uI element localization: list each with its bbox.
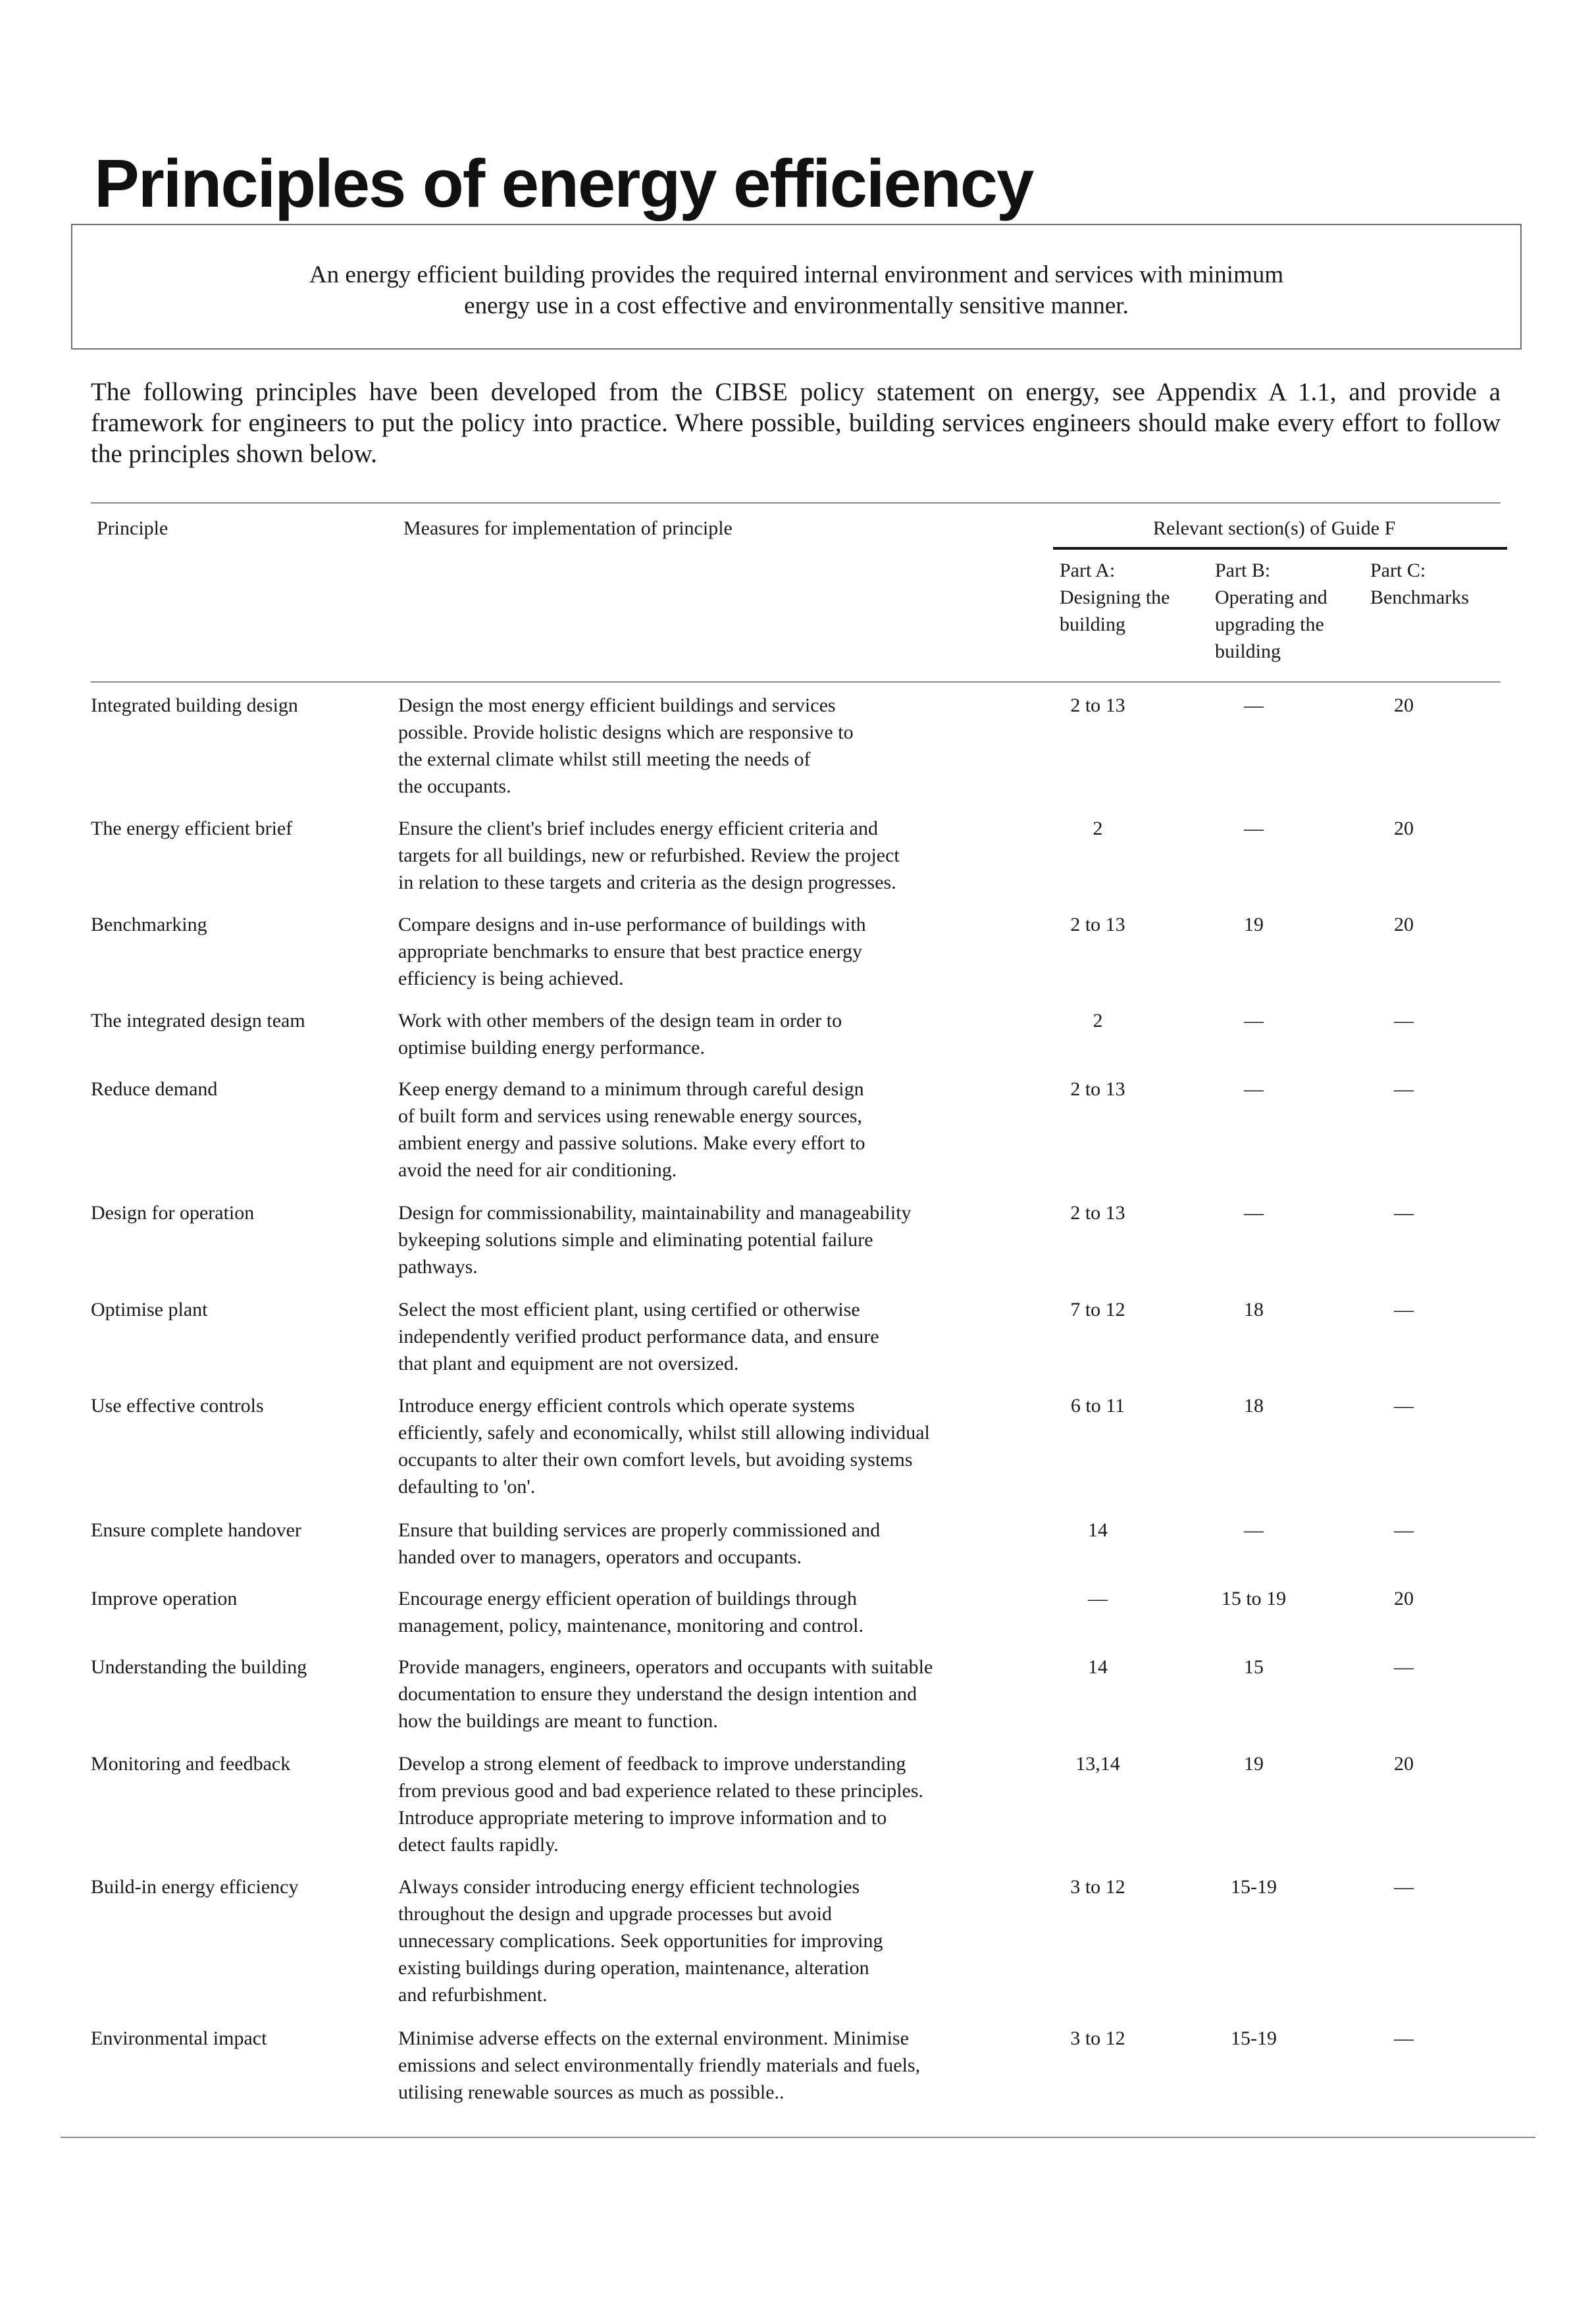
measure-cell xyxy=(398,911,1043,992)
part-b-cell: — xyxy=(1244,1010,1264,1031)
measure-line: avoid the need for air conditioning. xyxy=(398,1159,677,1181)
part-a-cell: 7 to 12 xyxy=(1070,1299,1125,1320)
measure-line: ambient energy and passive solutions. Make every effort to xyxy=(398,1132,865,1154)
principle-cell: Environmental impact xyxy=(91,2027,267,2049)
principle-cell: Understanding the building xyxy=(91,1656,307,1678)
definition-box xyxy=(71,224,1522,350)
measure-cell xyxy=(398,1007,1043,1061)
measure-line: utilising renewable sources as much as possible.. xyxy=(398,2081,785,2103)
header-part-a xyxy=(1060,557,1170,638)
part-b-cell: 15-19 xyxy=(1231,2027,1277,2049)
part-c-cell: 20 xyxy=(1394,1588,1414,1609)
measure-line: occupants to alter their own comfort levels, but avoiding systems xyxy=(398,1449,913,1471)
principle-cell: Ensure complete handover xyxy=(91,1519,301,1541)
part-b-cell: — xyxy=(1244,1202,1264,1224)
header-part-a-line: Designing the xyxy=(1060,587,1170,608)
measure-line: optimise building energy performance. xyxy=(398,1037,705,1058)
principle-cell: The integrated design team xyxy=(91,1010,305,1031)
measure-line: bykeeping solutions simple and eliminating potential failure xyxy=(398,1229,873,1251)
measure-cell xyxy=(398,1296,1043,1377)
principle-cell: Monitoring and feedback xyxy=(91,1753,291,1775)
principle-cell: Design for operation xyxy=(91,1202,255,1224)
measure-line: pathways. xyxy=(398,1256,478,1278)
part-c-cell: — xyxy=(1394,1010,1414,1031)
measure-line: targets for all buildings, new or refurbished. Review the project xyxy=(398,845,900,866)
part-b-cell: 15 to 19 xyxy=(1221,1588,1287,1609)
part-c-cell: 20 xyxy=(1394,694,1414,716)
header-relevant-sections: Relevant section(s) of Guide F xyxy=(1153,517,1396,539)
part-b-cell: 18 xyxy=(1244,1299,1264,1320)
principle-cell: Integrated building design xyxy=(91,694,298,716)
header-part-b-line: upgrading the xyxy=(1215,613,1324,635)
measure-line: Introduce energy efficient controls which operate systems xyxy=(398,1395,855,1417)
part-c-cell: — xyxy=(1394,1656,1414,1678)
definition-line: An energy efficient building provides the required internal environment and services with minimum xyxy=(309,261,1284,288)
part-c-cell: — xyxy=(1394,1876,1414,1898)
measure-line: possible. Provide holistic designs which are responsive to xyxy=(398,721,854,743)
definition-line: energy use in a cost effective and environmentally sensitive manner. xyxy=(464,292,1129,319)
measure-line: throughout the design and upgrade processes but avoid xyxy=(398,1903,833,1925)
header-part-c-line: Benchmarks xyxy=(1370,587,1469,608)
part-a-cell: 3 to 12 xyxy=(1070,2027,1125,2049)
part-b-cell: — xyxy=(1244,694,1264,716)
part-c-cell: — xyxy=(1394,2027,1414,2049)
measure-cell xyxy=(398,1585,1043,1639)
measure-cell xyxy=(398,1199,1043,1280)
measure-cell xyxy=(398,815,1043,896)
measure-cell xyxy=(398,1392,1043,1500)
measure-cell xyxy=(398,1873,1043,2008)
measure-line: unnecessary complications. Seek opportunities for improving xyxy=(398,1930,883,1952)
definition-text xyxy=(72,259,1520,321)
header-part-c-line: Part C: xyxy=(1370,560,1426,581)
intro-paragraph: The following principles have been developed from the CIBSE policy statement on energy, see Appendix A 1.1, and provide a framework for engineers to put the policy into practice. Where possible, building services engineers should make every effort to follow the principles shown below. xyxy=(91,378,1501,468)
measure-line: Develop a strong element of feedback to improve understanding xyxy=(398,1753,906,1775)
measure-cell xyxy=(398,1750,1043,1858)
measure-line: the occupants. xyxy=(398,775,511,797)
header-part-b-line: Part B: xyxy=(1215,560,1271,581)
principle-cell: Optimise plant xyxy=(91,1299,208,1320)
measure-line: Select the most efficient plant, using certified or otherwise xyxy=(398,1299,860,1320)
part-a-cell: 2 to 13 xyxy=(1070,1202,1125,1224)
measure-line: Compare designs and in-use performance of buildings with xyxy=(398,914,866,935)
measure-line: independently verified product performance data, and ensure xyxy=(398,1326,879,1347)
measure-line: efficiently, safely and economically, whilst still allowing individual xyxy=(398,1422,930,1444)
measure-line: of built form and services using renewable energy sources, xyxy=(398,1105,863,1127)
principle-cell: The energy efficient brief xyxy=(91,818,293,839)
part-a-cell: 2 to 13 xyxy=(1070,914,1125,935)
principle-cell: Reduce demand xyxy=(91,1078,218,1100)
part-c-cell: — xyxy=(1394,1078,1414,1100)
measure-cell xyxy=(398,2025,1043,2106)
measure-line: Design for commissionability, maintainability and manageability xyxy=(398,1202,912,1224)
table-top-rule xyxy=(91,502,1501,504)
header-part-a-line: building xyxy=(1060,613,1126,635)
principle-cell: Improve operation xyxy=(91,1588,238,1609)
principle-cell: Benchmarking xyxy=(91,914,207,935)
part-c-cell: — xyxy=(1394,1299,1414,1320)
measure-line: the external climate whilst still meeting the needs of xyxy=(398,748,811,770)
principle-cell: Build-in energy efficiency xyxy=(91,1876,299,1898)
measure-line: in relation to these targets and criteria as the design progresses. xyxy=(398,872,896,893)
part-b-cell: 15-19 xyxy=(1231,1876,1277,1898)
part-b-cell: 15 xyxy=(1244,1656,1264,1678)
part-a-cell: — xyxy=(1088,1588,1108,1609)
header-part-b-line: building xyxy=(1215,640,1281,662)
part-a-cell: 14 xyxy=(1088,1519,1108,1541)
part-c-cell: — xyxy=(1394,1395,1414,1417)
part-b-cell: 18 xyxy=(1244,1395,1264,1417)
header-group-rule xyxy=(1053,547,1507,550)
part-a-cell: 2 xyxy=(1093,818,1103,839)
measure-line: management, policy, maintenance, monitoring and control. xyxy=(398,1615,864,1636)
part-b-cell: — xyxy=(1244,818,1264,839)
part-c-cell: 20 xyxy=(1394,818,1414,839)
header-principle: Principle xyxy=(97,517,168,539)
measure-line: defaulting to 'on'. xyxy=(398,1476,536,1498)
measure-line: Design the most energy efficient buildings and services xyxy=(398,694,836,716)
part-a-cell: 6 to 11 xyxy=(1070,1395,1125,1417)
principle-cell: Use effective controls xyxy=(91,1395,264,1417)
part-b-cell: 19 xyxy=(1244,914,1264,935)
header-measures: Measures for implementation of principle xyxy=(403,517,733,539)
measure-line: Ensure the client's brief includes energy efficient criteria and xyxy=(398,818,878,839)
measure-cell xyxy=(398,692,1043,800)
measure-line: appropriate benchmarks to ensure that best practice energy xyxy=(398,941,862,962)
part-b-cell: 19 xyxy=(1244,1753,1264,1775)
measure-line: Introduce appropriate metering to improve information and to xyxy=(398,1807,887,1829)
part-c-cell: — xyxy=(1394,1519,1414,1541)
measure-line: Ensure that building services are properly commissioned and xyxy=(398,1519,881,1541)
measure-line: efficiency is being achieved. xyxy=(398,968,624,989)
part-b-cell: — xyxy=(1244,1078,1264,1100)
measure-cell xyxy=(398,1076,1043,1184)
part-c-cell: 20 xyxy=(1394,1753,1414,1775)
measure-line: Always consider introducing energy efficient technologies xyxy=(398,1876,860,1898)
part-c-cell: — xyxy=(1394,1202,1414,1224)
header-part-a-line: Part A: xyxy=(1060,560,1116,581)
page-title: Principles of energy efficiency xyxy=(94,145,1033,221)
part-b-cell: — xyxy=(1244,1519,1264,1541)
measure-line: emissions and select environmentally friendly materials and fuels, xyxy=(398,2054,921,2076)
part-c-cell: 20 xyxy=(1394,914,1414,935)
header-bottom-rule xyxy=(91,681,1501,683)
measure-line: how the buildings are meant to function. xyxy=(398,1710,718,1732)
measure-line: Work with other members of the design team in order to xyxy=(398,1010,842,1031)
measure-line: and refurbishment. xyxy=(398,1984,548,2006)
part-a-cell: 14 xyxy=(1088,1656,1108,1678)
measure-line: existing buildings during operation, maintenance, alteration xyxy=(398,1957,869,1979)
measure-line: Minimise adverse effects on the external environment. Minimise xyxy=(398,2027,909,2049)
measure-line: that plant and equipment are not oversized. xyxy=(398,1353,739,1374)
measure-line: Encourage energy efficient operation of buildings through xyxy=(398,1588,858,1609)
part-a-cell: 13,14 xyxy=(1075,1753,1120,1775)
measure-line: handed over to managers, operators and occupants. xyxy=(398,1546,802,1568)
measure-line: detect faults rapidly. xyxy=(398,1834,559,1856)
measure-line: Keep energy demand to a minimum through careful design xyxy=(398,1078,864,1100)
measure-line: Provide managers, engineers, operators and occupants with suitable xyxy=(398,1656,933,1678)
part-a-cell: 2 xyxy=(1093,1010,1103,1031)
header-part-b-line: Operating and xyxy=(1215,587,1327,608)
part-a-cell: 2 to 13 xyxy=(1070,694,1125,716)
part-a-cell: 3 to 12 xyxy=(1070,1876,1125,1898)
header-part-b xyxy=(1215,557,1327,665)
measure-line: from previous good and bad experience related to these principles. xyxy=(398,1780,924,1802)
table-bottom-rule xyxy=(61,2137,1535,2138)
measure-cell xyxy=(398,1517,1043,1571)
header-part-c xyxy=(1370,557,1469,611)
part-a-cell: 2 to 13 xyxy=(1070,1078,1125,1100)
measure-cell xyxy=(398,1654,1043,1735)
measure-line: documentation to ensure they understand the design intention and xyxy=(398,1683,917,1705)
